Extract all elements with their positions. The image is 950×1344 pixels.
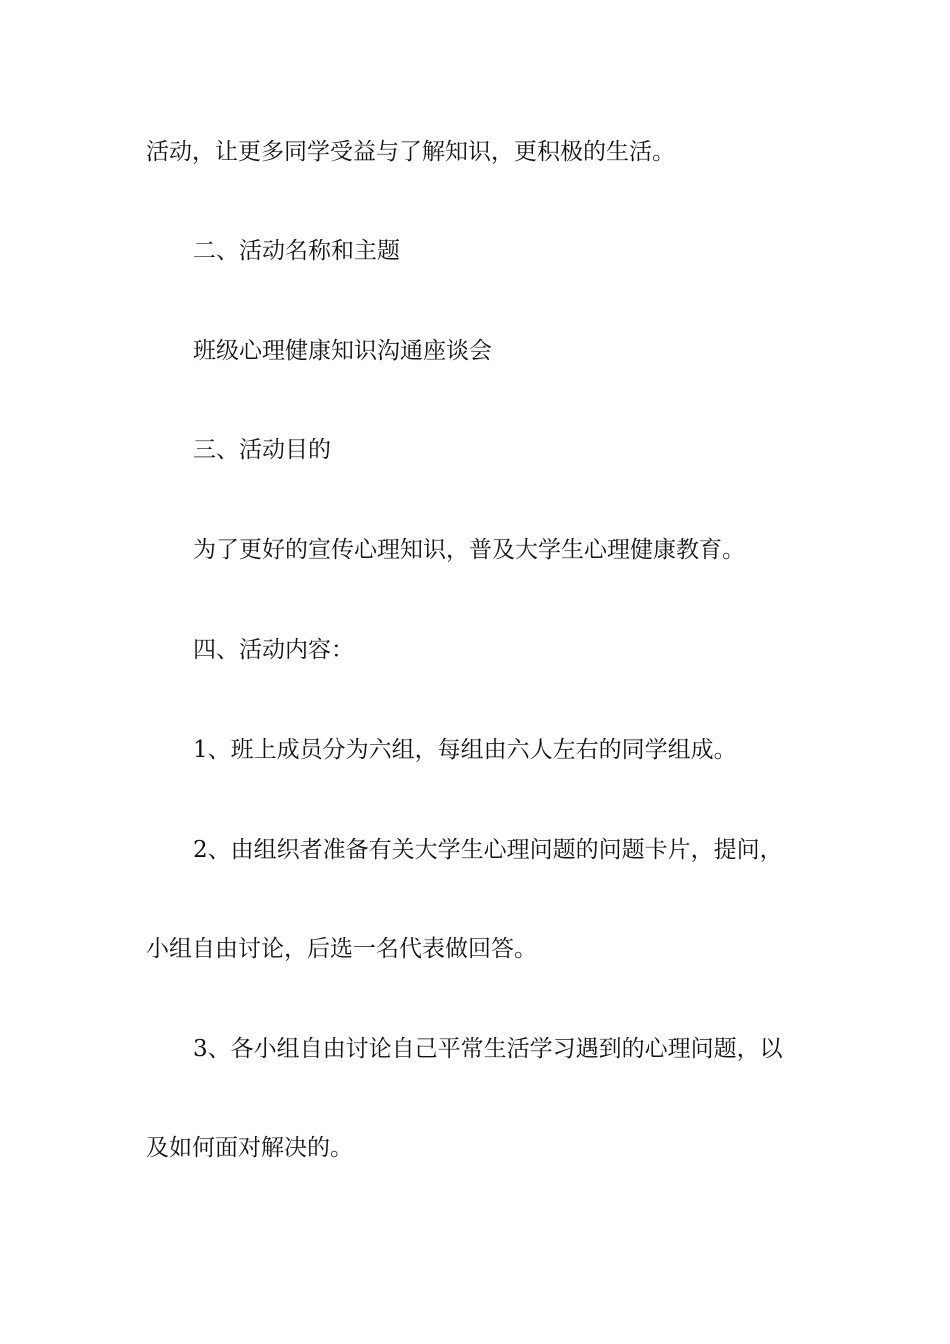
activity-name: 班级心理健康知识沟通座谈会	[193, 338, 492, 364]
section-heading-4: 四、活动内容：	[193, 637, 354, 663]
section-heading-3: 三、活动目的	[193, 437, 331, 463]
paragraph-continuation: 活动，让更多同学受益与了解知识，更积极的生活。	[146, 139, 675, 165]
content-item-2: 2、由组织者准备有关大学生心理问题的问题卡片，提问，	[193, 837, 783, 863]
section-heading-2: 二、活动名称和主题	[193, 238, 400, 264]
activity-purpose: 为了更好的宣传心理知识，普及大学生心理健康教育。	[193, 537, 745, 563]
content-item-2-continuation: 小组自由讨论，后选一名代表做回答。	[146, 936, 537, 962]
content-item-3: 3、各小组自由讨论自己平常生活学习遇到的心理问题，以	[193, 1036, 783, 1062]
content-item-3-continuation: 及如何面对解决的。	[146, 1135, 353, 1161]
content-item-1: 1、班上成员分为六组，每组由六人左右的同学组成。	[193, 737, 737, 763]
